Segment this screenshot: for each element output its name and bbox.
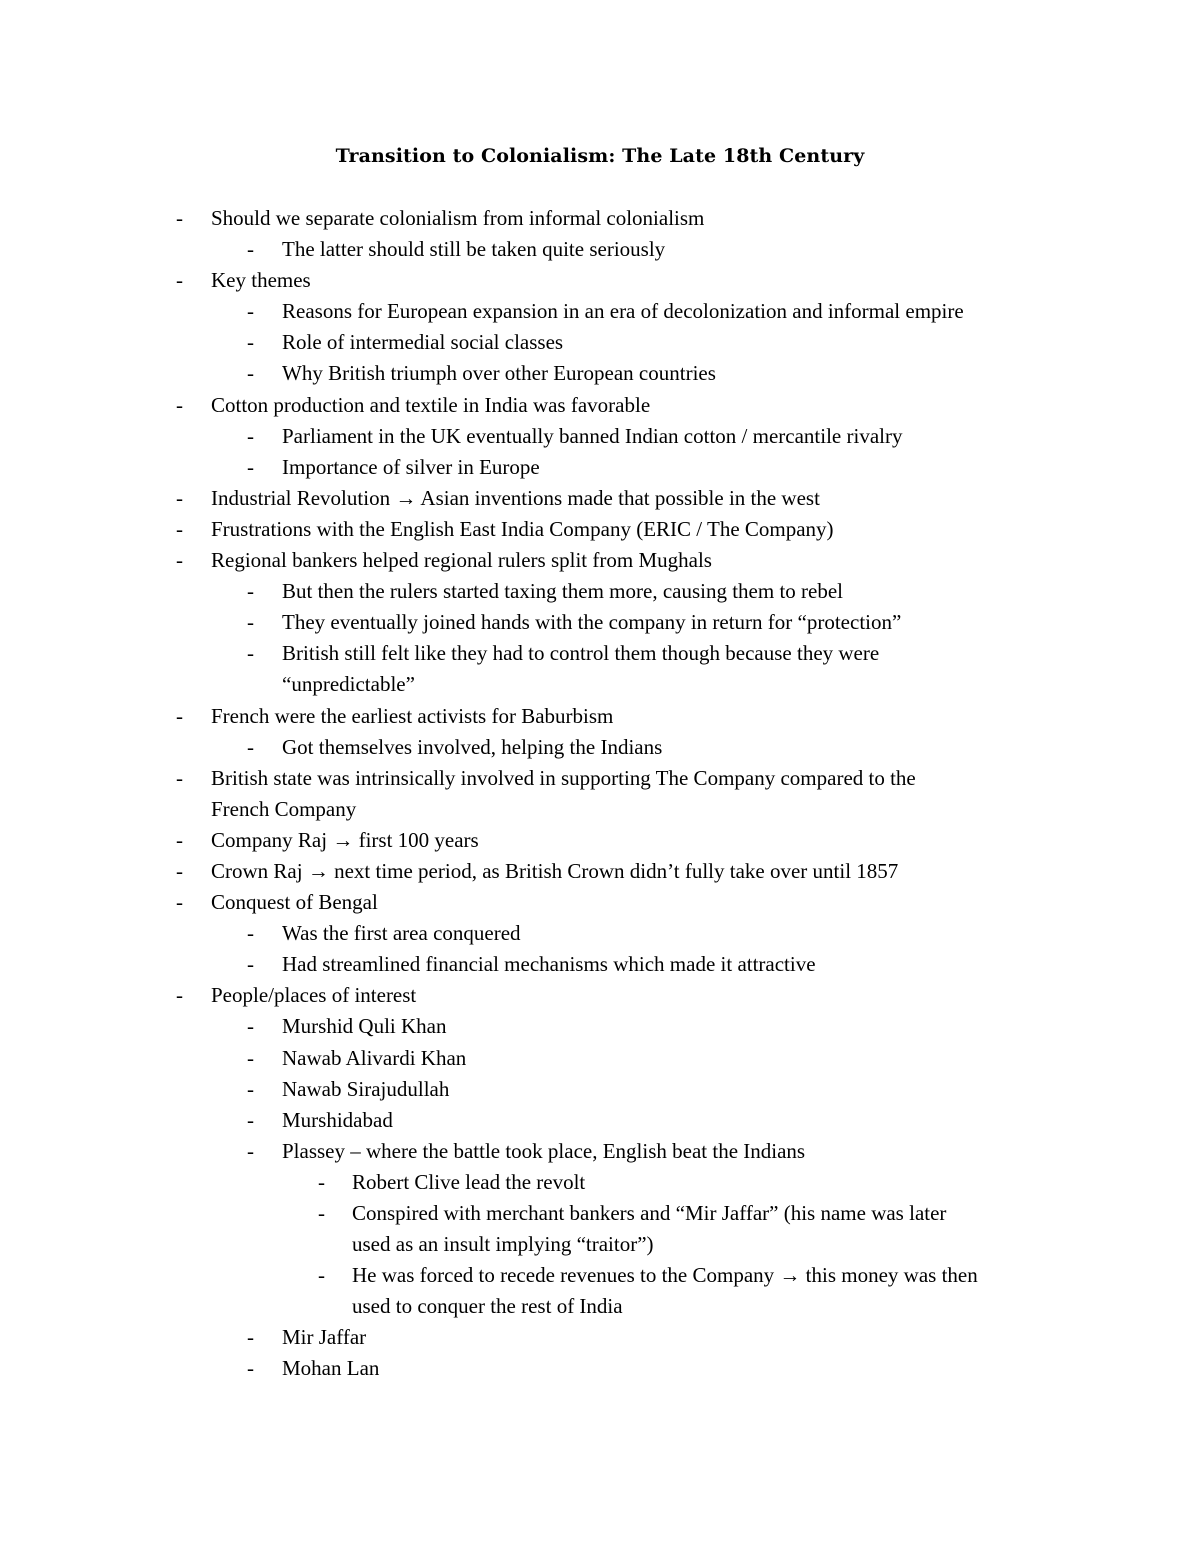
list-item-text: Role of intermedial social classes <box>282 330 564 355</box>
bullet-dash: - <box>176 548 183 573</box>
list-item-text: Key themes <box>211 268 311 293</box>
list-item <box>0 390 1200 421</box>
notes-list <box>0 203 1200 1385</box>
list-item <box>0 1198 1200 1229</box>
bullet-dash: - <box>247 610 254 635</box>
bullet-dash: - <box>247 1107 254 1132</box>
bullet-dash: - <box>247 1356 254 1381</box>
bullet-dash: - <box>247 1014 254 1039</box>
bullet-dash: - <box>247 454 254 479</box>
list-item <box>0 1074 1200 1105</box>
list-item <box>0 234 1200 265</box>
bullet-dash: - <box>176 206 183 230</box>
list-item-text: Regional bankers helped regional rulers split from Mughals <box>211 548 712 573</box>
list-item <box>0 1167 1200 1198</box>
list-item <box>0 1043 1200 1074</box>
list-item-text: Plassey – where the battle took place, English beat the Indians <box>282 1138 806 1163</box>
list-item <box>0 1136 1200 1167</box>
bullet-dash: - <box>176 516 183 541</box>
list-item-text: Conquest of Bengal <box>211 890 378 915</box>
bullet-dash: - <box>176 858 183 883</box>
bullet-dash: - <box>247 579 254 604</box>
list-item-text: Murshid Quli Khan <box>282 1014 447 1039</box>
list-item-text: French were the earliest activists for Baburbism <box>211 703 614 728</box>
list-item-text: Mir Jaffar <box>282 1325 367 1350</box>
list-item-continuation <box>0 1291 1200 1322</box>
list-item-text: The latter should still be taken quite seriously <box>282 237 666 262</box>
bullet-dash: - <box>247 952 254 977</box>
list-item <box>0 1353 1200 1384</box>
bullet-dash: - <box>176 392 183 417</box>
bullet-dash: - <box>176 765 183 790</box>
list-item <box>0 763 1200 794</box>
list-item <box>0 607 1200 638</box>
list-item <box>0 949 1200 980</box>
list-item-continuation <box>0 794 1200 825</box>
list-item <box>0 887 1200 918</box>
list-item <box>0 514 1200 545</box>
list-item <box>0 1105 1200 1136</box>
list-item-text: Frustrations with the English East India Company (ERIC / The Company) <box>211 516 834 541</box>
bullet-dash: - <box>247 237 254 262</box>
bullet-dash: - <box>176 890 183 915</box>
list-item <box>0 358 1200 389</box>
bullet-dash: - <box>318 1201 325 1225</box>
bullet-dash: - <box>247 641 254 666</box>
bullet-dash: - <box>247 921 254 946</box>
list-item-text: Nawab Alivardi Khan <box>282 1045 467 1070</box>
document-title: Transition to Colonialism: The Late 18th Century <box>335 145 865 167</box>
list-item-text: Should we separate colonialism from informal colonialism <box>211 206 705 230</box>
list-item <box>0 576 1200 607</box>
list-item <box>0 452 1200 483</box>
bullet-dash: - <box>318 1263 325 1288</box>
list-item <box>0 296 1200 327</box>
list-item-text: Cotton production and textile in India was favorable <box>211 392 651 417</box>
list-item <box>0 327 1200 358</box>
list-item-text: Importance of silver in Europe <box>282 454 540 479</box>
bullet-dash: - <box>247 330 254 355</box>
list-item-text: People/places of interest <box>211 983 417 1008</box>
bullet-dash: - <box>176 703 183 728</box>
list-item-text: Reasons for European expansion in an era of decolonization and informal empire <box>282 299 964 324</box>
list-item-text: Parliament in the UK eventually banned Indian cotton / mercantile rivalry <box>282 423 903 448</box>
bullet-dash: - <box>247 1138 254 1163</box>
list-item-text: British still felt like they had to control them though because they were <box>282 641 880 666</box>
list-item-text: Why British triumph over other European countries <box>282 361 716 386</box>
list-item <box>0 825 1200 856</box>
bullet-dash: - <box>247 361 254 386</box>
list-item-text: Had streamlined financial mechanisms which made it attractive <box>282 952 816 977</box>
bullet-dash: - <box>176 485 183 510</box>
list-item <box>0 638 1200 669</box>
list-item-text: Got themselves involved, helping the Indians <box>282 734 663 759</box>
list-item-text: Mohan Lan <box>282 1356 380 1381</box>
bullet-dash: - <box>247 734 254 759</box>
list-item-text: used to conquer the rest of India <box>352 1294 623 1319</box>
list-item-text: used as an insult implying “traitor”) <box>352 1232 654 1257</box>
list-item-continuation <box>0 669 1200 700</box>
bullet-dash: - <box>247 1076 254 1101</box>
list-item <box>0 483 1200 514</box>
list-item <box>0 918 1200 949</box>
list-item <box>0 1011 1200 1042</box>
list-item-text: Robert Clive lead the revolt <box>352 1169 586 1194</box>
list-item <box>0 701 1200 732</box>
list-item-text: Was the first area conquered <box>282 921 521 946</box>
bullet-dash: - <box>247 299 254 324</box>
list-item-text: Crown Raj → next time period, as British Crown didn’t fully take over until 1857 <box>211 858 899 883</box>
bullet-dash: - <box>247 423 254 448</box>
bullet-dash: - <box>176 983 183 1008</box>
list-item-text: Industrial Revolution → Asian inventions made that possible in the west <box>211 485 820 510</box>
list-item-text: He was forced to recede revenues to the Company → this money was then <box>352 1263 978 1288</box>
list-item <box>0 265 1200 296</box>
list-item <box>0 203 1200 234</box>
list-item-text: “unpredictable” <box>282 672 415 697</box>
list-item <box>0 856 1200 887</box>
list-item-text: French Company <box>211 796 357 821</box>
list-item <box>0 1260 1200 1291</box>
list-item-text: Company Raj → first 100 years <box>211 827 479 852</box>
list-item <box>0 1322 1200 1353</box>
list-item <box>0 732 1200 763</box>
list-item-text: Murshidabad <box>282 1107 393 1132</box>
list-item <box>0 421 1200 452</box>
list-item-text: Nawab Sirajudullah <box>282 1076 450 1101</box>
bullet-dash: - <box>176 827 183 852</box>
list-item-text: Conspired with merchant bankers and “Mir Jaffar” (his name was later <box>352 1201 947 1225</box>
list-item-text: They eventually joined hands with the company in return for “protection” <box>282 610 902 635</box>
bullet-dash: - <box>176 268 183 293</box>
list-item-continuation <box>0 1229 1200 1260</box>
bullet-dash: - <box>247 1325 254 1350</box>
list-item-text: But then the rulers started taxing them more, causing them to rebel <box>282 579 844 604</box>
list-item <box>0 545 1200 576</box>
bullet-dash: - <box>247 1045 254 1070</box>
bullet-dash: - <box>318 1169 325 1194</box>
list-item <box>0 980 1200 1011</box>
list-item-text: British state was intrinsically involved in supporting The Company compared to the <box>211 765 916 790</box>
